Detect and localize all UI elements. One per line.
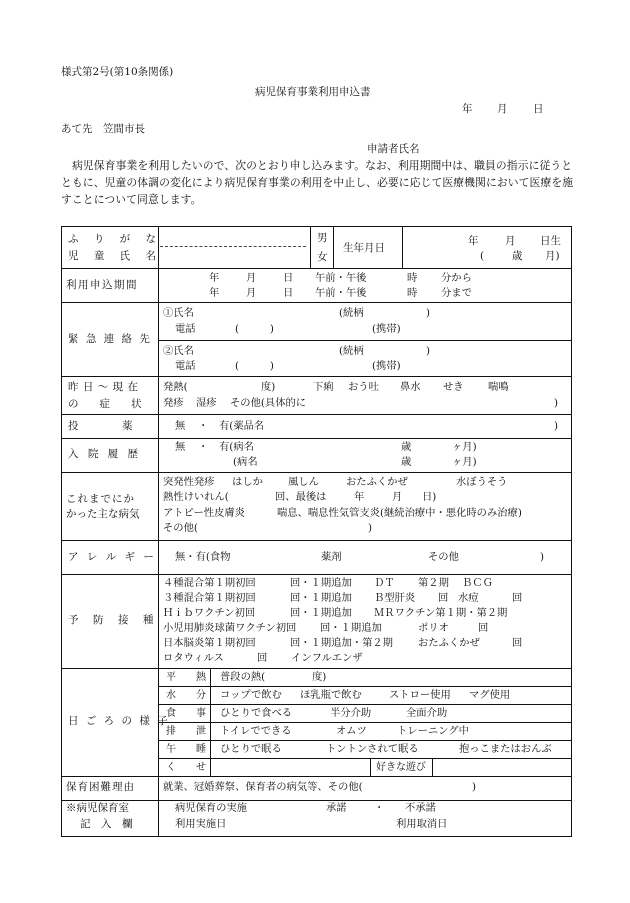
meal-label: 食 事 <box>166 708 206 719</box>
illness-label-1: これまでにか <box>66 493 135 505</box>
office-label-2: 記 入 欄 <box>80 818 133 830</box>
age-month: 月) <box>545 250 560 262</box>
office-label-1: ※病児保育室 <box>66 802 129 814</box>
consent-paragraph: 病児保育事業を利用したいので、次のとおり申し込みます。なお、利用期間中は、職員の指示に従うとともに、児童の体調の変化により病児保育事業の利用を中止し、必要に応じて医療機関において医療を施すことについて同意します。 <box>61 159 574 206</box>
child-name-label: 児 童 氏 名 <box>68 250 163 262</box>
play-label: 好きな遊び <box>376 762 426 773</box>
age-label: 歳 <box>512 250 523 262</box>
birthdate-label: 生年月日 <box>343 242 385 254</box>
birth-year: 年 <box>468 235 479 247</box>
allergy-label: ア レ ル ギ ー <box>68 551 157 563</box>
age-open: ( <box>480 250 485 262</box>
nap-label: 午 睡 <box>166 744 206 755</box>
temp-label: 平 熱 <box>166 672 206 683</box>
form-number: 様式第2号(第10条関係) <box>61 66 174 78</box>
reason-label: 保育困難理由 <box>66 781 135 793</box>
illness-label-2: かった主な病気 <box>66 508 140 520</box>
emergency-label: 緊 急 連 絡 先 <box>68 333 152 345</box>
symptoms-label-1: 昨 日 ～ 現 在 <box>68 381 139 393</box>
gender-male[interactable]: 男 <box>317 232 328 244</box>
water-label: 水 分 <box>166 690 206 701</box>
habit-label: く せ <box>166 762 206 773</box>
addressee: あて先 笠間市長 <box>61 123 145 135</box>
furigana-label: ふ り が な <box>68 233 163 245</box>
hospital-label: 入 院 履 歴 <box>68 448 142 460</box>
gender-female[interactable]: 女 <box>317 251 328 263</box>
date-month: 月 <box>497 103 508 115</box>
applicant-label: 申請者氏名 <box>367 143 420 155</box>
date-day: 日 <box>533 103 544 115</box>
toilet-label: 排 泄 <box>166 726 206 737</box>
symptoms-label-2: の 症 状 <box>68 398 142 410</box>
daily-label: 日 ご ろ の 様 子 <box>68 715 170 727</box>
birth-day: 日生 <box>540 235 561 247</box>
birth-month: 月 <box>505 235 516 247</box>
medicine-label: 投 薬 <box>68 420 136 432</box>
vaccine-label: 予 防 接 種 <box>68 614 156 626</box>
period-label: 利用申込期間 <box>66 279 138 291</box>
form-title: 病児保育事業利用申込書 <box>255 86 371 98</box>
date-year: 年 <box>462 103 473 115</box>
